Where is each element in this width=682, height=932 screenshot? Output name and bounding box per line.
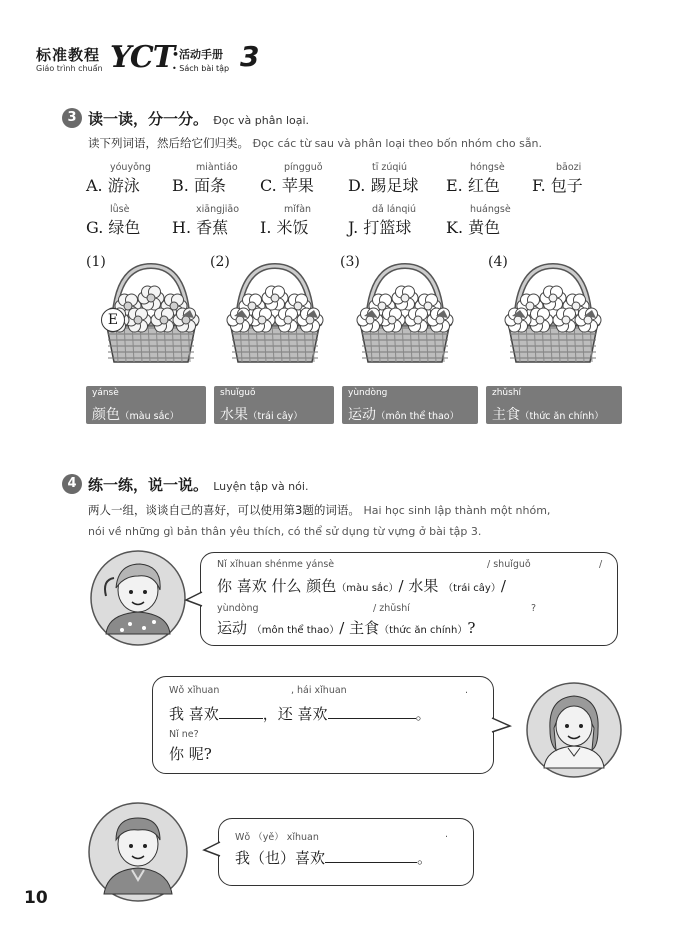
- bubble2-tail: [490, 716, 512, 736]
- word-hanzi: 香蕉: [196, 218, 229, 237]
- header-subtitle-vn: • Sách bài tập: [172, 64, 230, 73]
- word-hanzi: 面条: [193, 176, 226, 195]
- flower-basket-2: [220, 262, 330, 372]
- word-letter: B.: [172, 176, 189, 195]
- section3-title: [88, 108, 309, 129]
- section4-instruction-cn: 两人一组，谈谈自己的喜好，可以使用第3题的词语。: [88, 503, 360, 517]
- bubble1-vn-1a: （màu sắc）: [336, 583, 399, 594]
- girl-avatar-left: [88, 548, 188, 648]
- answer-blank-1[interactable]: [219, 704, 263, 719]
- page-number: 10: [24, 888, 48, 908]
- bubble1-cn-2b: / 主食: [339, 619, 380, 637]
- word-item: [86, 162, 151, 196]
- word-item: [446, 162, 505, 196]
- word-hanzi: 黄色: [468, 218, 501, 237]
- word-text: [348, 173, 418, 196]
- category-vn: （thức ăn chính）: [520, 411, 604, 422]
- header-title: 标准教程: [36, 46, 101, 64]
- word-letter: H.: [172, 218, 192, 237]
- bubble2-cn-1c: 。: [415, 705, 431, 723]
- word-pinyin: mǐfàn: [284, 204, 312, 215]
- word-pinyin: huángsè: [470, 204, 511, 215]
- basket-label: (2): [210, 254, 230, 270]
- word-letter: G.: [86, 218, 104, 237]
- flower-basket-3: [350, 262, 460, 372]
- header-subtitle-cn: •活动手册: [172, 48, 224, 61]
- category-pinyin: yánsè: [92, 388, 119, 398]
- word-text: [446, 215, 511, 238]
- word-text: [172, 173, 238, 196]
- word-pinyin: hóngsè: [470, 162, 505, 173]
- bubble2-pinyin-1c: .: [465, 685, 469, 696]
- word-text: [260, 215, 311, 238]
- word-item: [348, 204, 416, 238]
- word-item: [172, 204, 239, 238]
- header-title-vn: Giáo trình chuẩn: [36, 64, 103, 73]
- word-hanzi: 苹果: [281, 176, 314, 195]
- bubble1-pinyin-2b: / zhǔshí: [373, 603, 410, 614]
- bubble1-cn-1b: / 水果: [398, 577, 439, 595]
- word-item: [260, 162, 323, 196]
- word-text: [86, 173, 151, 196]
- bubble3-cn-1b: 。: [417, 849, 433, 867]
- basket-label: (1): [86, 254, 106, 270]
- boy-avatar: [86, 800, 190, 904]
- section4-number: 4: [62, 474, 82, 494]
- word-item: [348, 162, 418, 196]
- word-text: [532, 173, 583, 196]
- section3-instruction-cn: 读下列词语，然后给它们归类。: [88, 136, 249, 150]
- word-pinyin: miàntiáo: [196, 162, 238, 173]
- bubble1-vn-2a: （môn thể thao）: [251, 625, 340, 636]
- category-hanzi: 水果: [220, 407, 248, 423]
- category-hanzi: 主食: [492, 407, 520, 423]
- category-vn: （trái cây）: [248, 411, 303, 422]
- bubble3-line1: [235, 847, 432, 868]
- word-pinyin: píngguǒ: [284, 162, 323, 173]
- word-hanzi: 打篮球: [363, 218, 412, 237]
- bubble1-cn-1a: 你 喜欢 什么 颜色: [217, 577, 337, 595]
- word-pinyin: lǜsè: [110, 204, 130, 215]
- section4-instruction-vn1: Hai học sinh lập thành một nhóm,: [363, 504, 551, 517]
- category-pinyin: yùndòng: [348, 388, 388, 398]
- bubble3-pinyin-1: Wǒ （yě） xǐhuan: [235, 832, 319, 843]
- word-letter: C.: [260, 176, 277, 195]
- answer-blank-3[interactable]: [325, 848, 417, 863]
- section4-title-vn: Luyện tập và nói.: [213, 480, 309, 493]
- bubble1-cn-2a: 运动: [217, 619, 248, 637]
- basket-label: (3): [340, 254, 360, 270]
- category-label: [214, 386, 334, 424]
- category-label: [486, 386, 622, 424]
- section3-number: 3: [62, 108, 82, 128]
- header-subtitle: [172, 46, 229, 73]
- word-item: [532, 162, 583, 196]
- word-pinyin: xiāngjiāo: [196, 204, 240, 215]
- word-letter: J.: [348, 218, 359, 237]
- category-vn: （môn thể thao）: [376, 411, 460, 422]
- category-pinyin: shuǐguǒ: [220, 388, 256, 398]
- word-hanzi: 踢足球: [370, 176, 419, 195]
- word-text: [348, 215, 416, 238]
- word-letter: E.: [446, 176, 463, 195]
- category-pinyin: zhǔshí: [492, 388, 522, 398]
- section3-instruction: [88, 135, 542, 151]
- bubble2-pinyin-2: Nǐ ne?: [169, 729, 199, 740]
- bubble1-line1: [217, 575, 506, 596]
- bubble1-vn-2b: （thức ăn chính）: [379, 625, 468, 636]
- section4-instruction-vn2: nói về những gì bản thân yêu thích, có thể sử dụng từ vựng ở bài tập 3.: [88, 525, 482, 538]
- section4-instruction: [88, 500, 648, 542]
- category-vn: （màu sắc）: [120, 411, 180, 422]
- bubble1-pinyin-1b: / shuǐguǒ: [487, 559, 531, 570]
- word-letter: I.: [260, 218, 272, 237]
- bubble2-cn-2: 你 呢?: [169, 745, 212, 763]
- level-number: 3: [240, 40, 260, 73]
- bubble2-pinyin-1: Wǒ xǐhuan: [169, 685, 220, 696]
- word-pinyin: yóuyǒng: [110, 162, 151, 173]
- section3-instruction-vn: Đọc các từ sau và phân loại theo bốn nhóm cho sẵn.: [252, 137, 543, 150]
- word-hanzi: 绿色: [108, 218, 141, 237]
- sample-answer-tag: E: [101, 308, 125, 332]
- bubble1-cn-2c: ?: [467, 619, 476, 637]
- bubble1-pinyin-1c: /: [599, 559, 603, 570]
- bubble2-pinyin-1b: , hái xǐhuan: [291, 685, 347, 696]
- word-letter: D.: [348, 176, 366, 195]
- word-pinyin: tī zúqiú: [372, 162, 408, 173]
- word-hanzi: 红色: [467, 176, 500, 195]
- word-hanzi: 游泳: [107, 176, 140, 195]
- section3-title-vn: Đọc và phân loại.: [213, 114, 310, 127]
- bubble3-pinyin-1b: .: [445, 829, 449, 840]
- word-item: [172, 162, 238, 196]
- word-text: [86, 215, 140, 238]
- bubble2-line1: [169, 703, 431, 724]
- bubble2-cn-1a: 我 喜欢: [169, 705, 219, 723]
- category-label: [86, 386, 206, 424]
- word-hanzi: 米饭: [276, 218, 309, 237]
- category-label: [342, 386, 478, 424]
- word-letter: F.: [532, 176, 546, 195]
- bubble1-tail: [184, 590, 204, 610]
- bubble1-vn-1b: （trái cây）: [443, 583, 501, 594]
- speech-bubble-1: [200, 552, 618, 646]
- word-text: [172, 215, 239, 238]
- word-hanzi: 包子: [550, 176, 583, 195]
- bubble1-pinyin-1: Nǐ xǐhuan shénme yánsè: [217, 559, 335, 570]
- bubble3-cn-1a: 我（也）喜欢: [235, 849, 326, 867]
- word-text: [446, 173, 505, 196]
- word-item: [260, 204, 311, 238]
- yct-logo: YCT: [110, 40, 175, 75]
- bubble1-pinyin-2: yùndòng: [217, 603, 259, 614]
- bubble1-cn-1c: /: [500, 577, 506, 595]
- category-hanzi: 运动: [348, 407, 376, 423]
- speech-bubble-2: [152, 676, 494, 774]
- bubble3-tail: [202, 840, 222, 860]
- category-text: [492, 404, 604, 424]
- section3-title-cn: 读一读，分一分。: [88, 110, 209, 128]
- bubble2-cn-1b: ，还 喜欢: [262, 705, 328, 723]
- answer-blank-2[interactable]: [328, 704, 416, 719]
- category-text: [348, 404, 459, 424]
- basket-label: (4): [488, 254, 508, 270]
- word-pinyin: dǎ lánqiú: [372, 204, 417, 215]
- speech-bubble-3: [218, 818, 474, 886]
- word-letter: K.: [446, 218, 464, 237]
- category-text: [220, 404, 303, 424]
- category-hanzi: 颜色: [92, 407, 120, 423]
- girl-avatar-right: [524, 680, 624, 780]
- flower-basket-4: [498, 262, 608, 372]
- category-text: [92, 404, 179, 424]
- bubble1-pinyin-2c: ?: [531, 603, 537, 614]
- bubble1-line2: [217, 617, 475, 638]
- word-letter: A.: [86, 176, 103, 195]
- word-item: [86, 204, 140, 238]
- section4-title-cn: 练一练，说一说。: [88, 476, 209, 494]
- word-pinyin: bāozi: [556, 162, 582, 173]
- section4-title: [88, 474, 308, 495]
- word-item: [446, 204, 511, 238]
- word-text: [260, 173, 323, 196]
